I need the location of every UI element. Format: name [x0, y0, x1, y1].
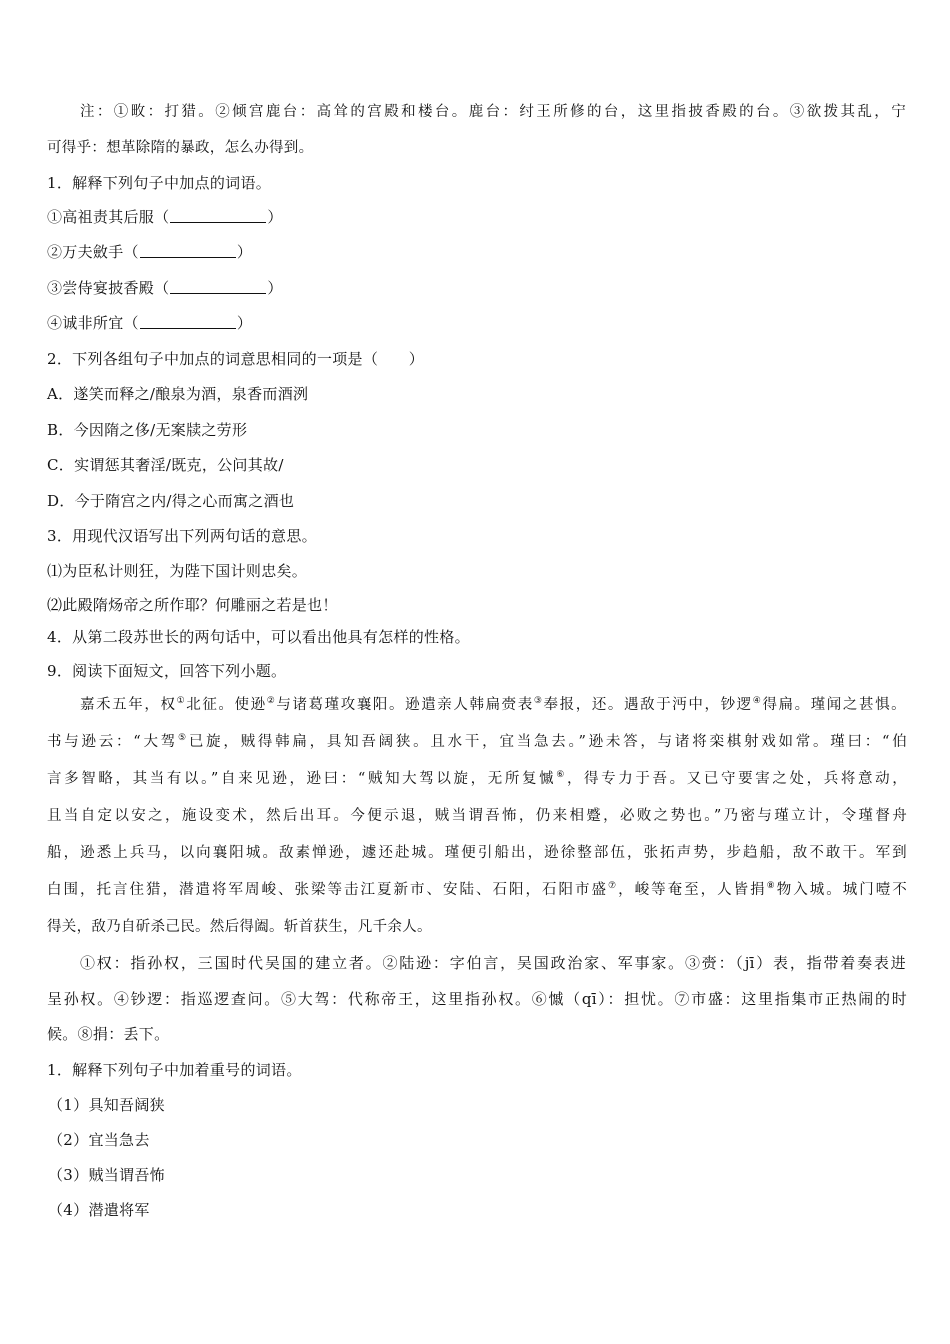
- question-item: （4）潜遣将军: [48, 1201, 150, 1219]
- question-item: ③尝侍宴披香殿（ ）: [47, 279, 283, 297]
- question-item: ②万夫斂手（ ）: [47, 243, 253, 261]
- question-item: （2）宜当急去: [48, 1131, 150, 1149]
- answer-blank[interactable]: [140, 314, 236, 329]
- passage-line: 船，逊悉上兵马，以向襄阳城。敌素惮逊，遽还赴城。瑾便引船出，逊徐整部伍，张拓声势，步趋船，敌不敢干。军到: [47, 845, 907, 861]
- option-item: C．实谓惩其奢淫/既克，公问其故/: [47, 456, 284, 474]
- answer-blank[interactable]: [140, 243, 236, 258]
- passage-line: 且当自定以安之，施设变术，然后出耳。今便示退，贼当谓吾怖，仍来相蹙，必败之势也。”乃密与瑾立计，令瑾督舟: [47, 808, 907, 824]
- question-item: ①高祖责其后服（ ）: [47, 208, 283, 226]
- passage-line: 得关，敌乃自斫杀己民。然后得阖。斩首获生，凡千余人。: [47, 919, 432, 935]
- answer-blank[interactable]: [170, 208, 266, 223]
- passage-line: 嘉禾五年，权①北征。使逊②与诸葛瑾攻襄阳。逊遣亲人韩扁赍表③奉报，还。遇敌于沔中，钞逻④得扁。瑾闻之甚惧。: [80, 696, 906, 713]
- question-heading: 9．阅读下面短文，回答下列小题。: [47, 662, 287, 680]
- question-item: ④诚非所宜（ ）: [47, 314, 253, 332]
- note-line: 可得乎：想革除隋的暴政，怎么办得到。: [47, 140, 314, 156]
- question-heading: 1．解释下列句子中加点的词语。: [47, 174, 272, 192]
- footnote-line: 候。⑧捐：丢下。: [47, 1025, 170, 1043]
- question-heading: 2．下列各组句子中加点的词意思相同的一项是（ ）: [47, 350, 425, 368]
- answer-blank[interactable]: [170, 279, 266, 294]
- question-item: （1）具知吾阔狭: [48, 1096, 165, 1114]
- option-item: D．今于隋宫之内/得之心而寓之酒也: [47, 492, 295, 510]
- question-heading: 4．从第二段苏世长的两句话中，可以看出他具有怎样的性格。: [47, 628, 470, 646]
- passage-line: 白围，托言住猎，潜遣将军周峻、张梁等击江夏新市、安陆、石阳，石阳市盛⑦，峻等奄至，人皆捐⑧物入城。城门噎不: [47, 881, 908, 898]
- question-item: ⑵此殿隋炀帝之所作耶？何雕丽之若是也！: [47, 596, 338, 614]
- option-item: A．遂笑而释之/酿泉为酒，泉香而酒洌: [47, 385, 309, 403]
- footnote-line: 呈孙权。④钞逻：指巡逻查问。⑤大驾：代称帝王，这里指孙权。⑥慽（qī）：担忧。⑦市盛：这里指集市正热闹的时: [47, 990, 907, 1008]
- passage-line: 言多智略，其当有以。”自来见逊，逊曰：“贼知大驾以旋，无所复慽⑥，得专力于吾。又已守要害之处，兵将意动，: [47, 770, 907, 787]
- question-item: ⑴为臣私计则狂，为陛下国计则忠矣。: [47, 562, 308, 580]
- question-heading: 3．用现代汉语写出下列两句话的意思。: [47, 527, 317, 545]
- passage-line: 书与逊云：“大驾⑤已旋，贼得韩扁，具知吾阔狭。且水干，宜当急去。”逊未答，与诸将栾棋射戏如常。瑾曰：“伯: [47, 733, 907, 750]
- question-heading: 1．解释下列句子中加着重号的词语。: [47, 1061, 302, 1079]
- note-line: 注：①畋：打猎。②倾宫鹿台：高耸的宫殿和楼台。鹿台：纣王所修的台，这里指披香殿的台。③欲拨其乱，宁: [80, 104, 906, 120]
- option-item: B．今因隋之侈/无案牍之劳形: [47, 421, 248, 439]
- footnote-line: ①权：指孙权，三国时代吴国的建立者。②陆逊：字伯言，吴国政治家、军事家。③赍：（jī）表，指带着奏表进: [80, 954, 906, 972]
- question-item: （3）贼当谓吾怖: [48, 1166, 165, 1184]
